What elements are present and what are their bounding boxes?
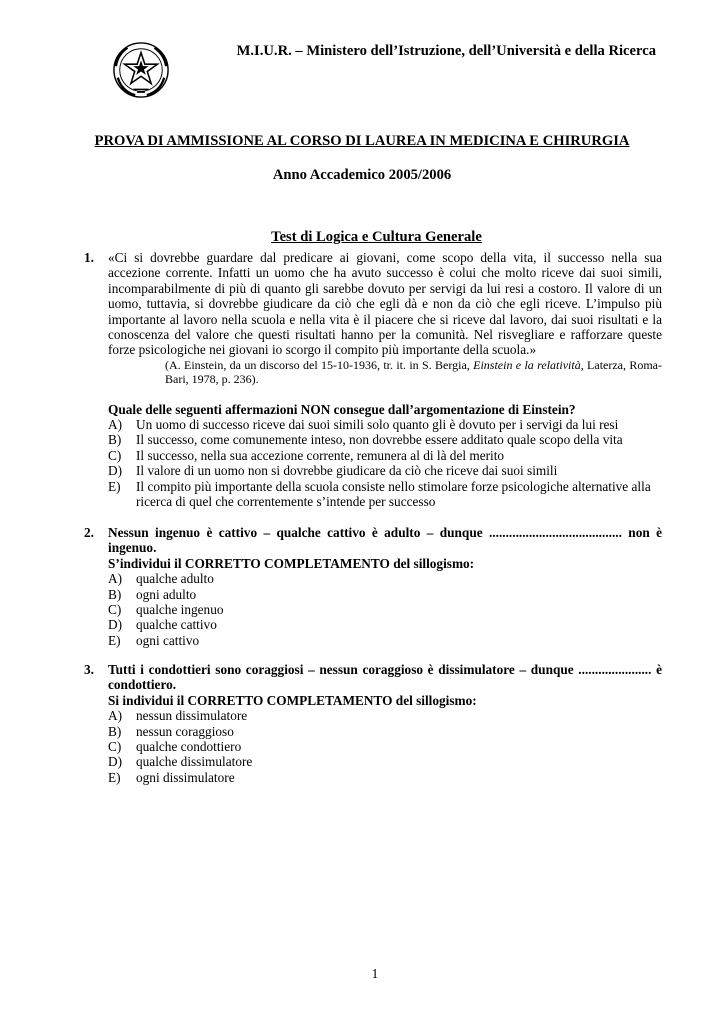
question-2 [84,525,662,648]
option-d: D) Il valore di un uomo non si dovrebbe giudicare da ciò che riceve dai suoi simili [108,463,558,479]
syllogism-statement: Tutti i condottieri sono coraggiosi – nessun coraggioso è dissimulatore – dunque ...................... è condottiero. [108,662,662,693]
option-b: B) Il successo, come comunemente inteso, non dovrebbe essere additato quale scopo della vita [108,432,623,448]
option-c: C) qualche ingenuo [108,602,224,618]
option-c: C) Il successo, nella sua accezione corrente, remunera al di là del merito [108,447,505,463]
option-e: E) ogni cattivo [108,632,200,648]
question-1 [84,250,662,510]
question-3 [84,662,662,785]
question-number: 1. [84,250,94,265]
quote-citation: (A. Einstein, da un discorso del 15-10-1936, tr. it. in S. Bergia, Einstein e la relatività, Laterza, Roma-Bari, 1978, p. 236). [165,357,663,387]
option-c: C) qualche condottiero [108,739,242,755]
syllogism-statement: Nessun ingenuo è cattivo – qualche cattivo è adulto – dunque ........................................ non è ingenuo. [108,525,662,556]
academic-year: Anno Accademico 2005/2006 [272,167,452,183]
header-title: M.I.U.R. – Ministero dell’Istruzione, dell’Università e della Ricerca [236,43,656,59]
answer-options [84,708,662,785]
option-e: E) Il compito più importante della scuola consiste nello stimolare forze psicologiche alternative alla ricerca di quel che correntemente s’intende per successo [108,478,651,510]
option-b: B) ogni adulto [108,586,197,602]
option-d: D) qualche dissimulatore [108,754,253,770]
cited-book-title: Einstein e la relatività [473,357,581,372]
answer-options [84,417,662,509]
option-e: E) ogni dissimulatore [108,769,235,785]
einstein-quote: «Ci si dovrebbe guardare dal predicare ai giovani, come scopo della vita, il successo nella sua accezione corrente. Infatti un uomo che ha avuto successo è colui che molto riceve dai suoi simili, incomparabilmente di più di quanto gli sarebbe dovuto per servigi da lui resi a costoro. Il valore di un uomo, tuttavia, si dovrebbe giudicare da ciò che egli dà e non da ciò che egli riceve. L’impulso più importante al lavoro nella scuola e nella vita è il piacere che si riceve dal lavoro, dai suoi risultati e la conoscenza del valore che questi risultati hanno per la comunità. Nel risvegliare e rafforzare queste forze psicologiche nei giovani io scorgo il compito più importante della scuola.» [108,250,662,358]
option-a: A) nessun dissimulatore [108,708,248,724]
question-number: 2. [84,525,94,540]
question-prompt: Quale delle seguenti affermazioni NON consegue dall’argomentazione di Einstein? [108,401,576,417]
option-d: D) qualche cattivo [108,617,217,633]
option-b: B) nessun coraggioso [108,723,234,739]
italian-republic-emblem-icon [112,41,170,99]
section-title: Test di Logica e Cultura Generale [271,229,482,245]
answer-options [84,571,662,648]
page-number: 1 [371,966,379,981]
question-prompt: Si individui il CORRETTO COMPLETAMENTO del sillogismo: [108,692,477,708]
option-a: A) Un uomo di successo riceve dai suoi simili solo quanto gli è dovuto per i servigi da lui resi [108,417,619,433]
option-a: A) qualche adulto [108,571,214,587]
exam-title: PROVA DI AMMISSIONE AL CORSO DI LAUREA IN MEDICINA E CHIRURGIA [94,133,630,149]
question-number: 3. [84,662,94,677]
question-prompt: S’individui il CORRETTO COMPLETAMENTO del sillogismo: [108,555,475,571]
